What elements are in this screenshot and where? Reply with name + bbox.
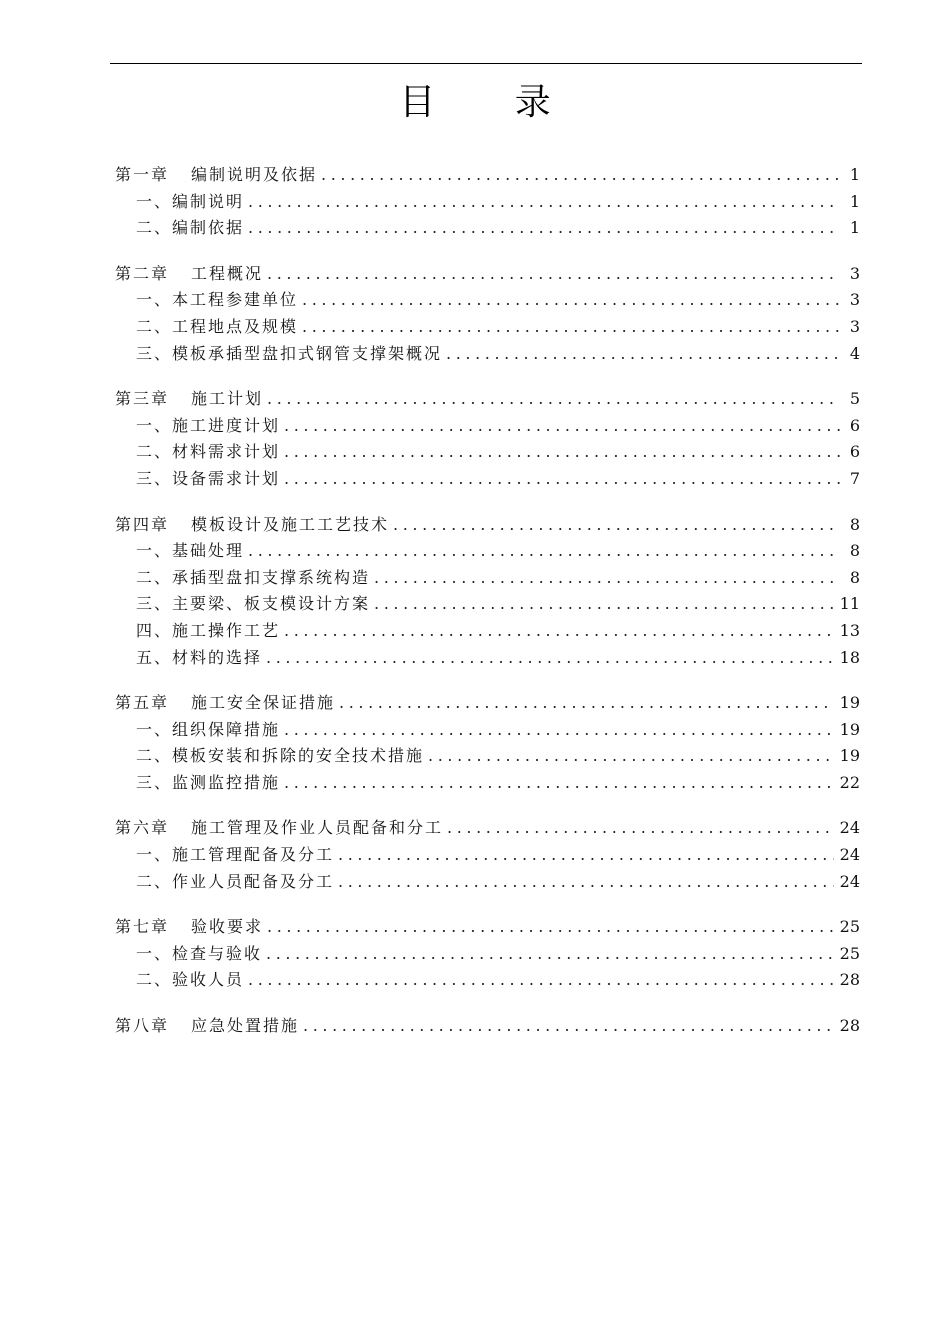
section-label: 二、工程地点及规模 [136,316,299,336]
toc-section-entry[interactable] [115,770,860,797]
toc-section-entry[interactable] [115,717,860,744]
page-number: 24 [839,818,860,838]
page-number: 28 [839,970,860,990]
section-label: 一、组织保障措施 [136,719,281,739]
chapter-title: 工程概况 [191,263,264,283]
dot-leader [302,287,840,314]
chapter-number: 第二章 [115,263,170,283]
page-number: 11 [839,594,860,614]
page-number: 24 [839,871,860,891]
chapter-title: 施工管理及作业人员配备和分工 [191,818,444,838]
page-number: 4 [849,343,860,363]
section-label: 三、主要梁、板支模设计方案 [136,594,371,614]
section-label: 五、材料的选择 [136,647,263,667]
toc-section-entry[interactable] [115,314,860,341]
toc-chapter-entry[interactable] [115,512,860,539]
toc-section-entry[interactable] [115,413,860,440]
toc-section-entry[interactable] [115,645,860,672]
toc-section-entry[interactable] [115,538,860,565]
dot-leader [393,512,840,539]
chapter-number: 第六章 [115,818,170,838]
dot-leader [284,618,834,645]
chapter-label [115,815,443,842]
page-number: 8 [849,514,860,534]
section-label: 四、施工操作工艺 [136,620,281,640]
toc-section-entry[interactable] [115,341,860,368]
section-label: 一、检查与验收 [136,943,263,963]
chapter-label [115,386,263,413]
chapter-title: 施工安全保证措施 [191,693,336,713]
dot-leader [284,413,840,440]
page-number: 3 [849,290,860,310]
chapter-label [115,690,335,717]
chapter-number: 第三章 [115,389,170,409]
toc-chapter-entry[interactable] [115,690,860,717]
page-number: 6 [849,442,860,462]
chapter-title: 模板设计及施工工艺技术 [191,514,390,534]
dot-leader [321,162,840,189]
section-label: 二、作业人员配备及分工 [136,871,335,891]
page-title: 目 录 [399,82,585,123]
table-of-contents [115,162,860,1040]
toc-section-entry[interactable] [115,743,860,770]
dot-leader [267,914,834,941]
chapter-label [115,162,317,189]
toc-section-entry[interactable] [115,967,860,994]
chapter-number: 第七章 [115,917,170,937]
page-number: 18 [839,647,860,667]
chapter-title: 编制说明及依据 [191,165,318,184]
toc-chapter-entry[interactable] [115,914,860,941]
page-number: 19 [839,719,860,739]
toc-section-entry[interactable] [115,618,860,645]
dot-leader [284,439,840,466]
dot-leader [248,215,840,242]
page-number: 13 [839,620,860,640]
dot-leader [248,967,834,994]
page-number: 5 [849,389,860,409]
dot-leader [302,314,840,341]
header-rule [110,63,862,64]
toc-section-entry[interactable] [115,287,860,314]
chapter-title: 应急处置措施 [191,1016,300,1036]
chapter-label [115,261,263,288]
section-label: 一、施工进度计划 [136,415,281,435]
section-label: 一、施工管理配备及分工 [136,845,335,865]
section-label: 一、基础处理 [136,541,245,561]
dot-leader [428,743,834,770]
chapter-title: 施工计划 [191,389,264,409]
toc-section-entry[interactable] [115,565,860,592]
dot-leader [338,842,834,869]
section-label: 一、编制说明 [136,191,245,211]
page-number: 1 [849,165,860,184]
dot-leader [284,466,840,493]
chapter-number: 第四章 [115,514,170,534]
toc-chapter-entry[interactable] [115,1013,860,1040]
toc-section-entry[interactable] [115,941,860,968]
page-number: 6 [849,415,860,435]
page-number: 19 [839,746,860,766]
page-number: 1 [849,191,860,211]
chapter-label [115,1013,299,1040]
chapter-title: 验收要求 [191,917,264,937]
page-number: 28 [839,1016,860,1036]
toc-section-entry[interactable] [115,869,860,896]
page-number: 25 [839,943,860,963]
page-number: 25 [839,917,860,937]
page-number: 7 [849,468,860,488]
dot-leader [248,189,840,216]
toc-section-entry[interactable] [115,591,860,618]
dot-leader [266,941,834,968]
dot-leader [266,645,834,672]
toc-section-entry[interactable] [115,215,860,242]
page-number: 1 [849,218,860,238]
section-label: 二、材料需求计划 [136,442,281,462]
chapter-number: 第一章 [115,165,170,184]
section-label: 三、设备需求计划 [136,468,281,488]
dot-leader [303,1013,834,1040]
dot-leader [446,341,840,368]
section-label: 一、本工程参建单位 [136,290,299,310]
page-number: 3 [849,263,860,283]
page-number: 8 [849,567,860,587]
chapter-number: 第八章 [115,1016,170,1036]
page-number: 24 [839,845,860,865]
toc-section-entry[interactable] [115,189,860,216]
dot-leader [267,386,840,413]
page-number: 8 [849,541,860,561]
dot-leader [284,717,834,744]
section-label: 二、模板安装和拆除的安全技术措施 [136,746,425,766]
section-label: 二、编制依据 [136,218,245,238]
dot-leader [248,538,840,565]
toc-chapter-entry[interactable] [115,386,860,413]
toc-chapter-entry[interactable] [115,261,860,288]
chapter-label [115,914,263,941]
dot-leader [374,591,834,618]
toc-chapter-entry[interactable] [115,815,860,842]
dot-leader [447,815,834,842]
toc-section-entry[interactable] [115,439,860,466]
toc-section-entry[interactable] [115,466,860,493]
chapter-label [115,512,389,539]
section-label: 三、监测监控措施 [136,772,281,792]
toc-chapter-entry[interactable] [115,162,860,189]
dot-leader [374,565,840,592]
dot-leader [339,690,834,717]
section-label: 三、模板承插型盘扣式钢管支撑架概况 [136,343,443,363]
chapter-number: 第五章 [115,693,170,713]
dot-leader [267,261,840,288]
page-number: 19 [839,693,860,713]
page-number: 22 [839,772,860,792]
section-label: 二、承插型盘扣支撑系统构造 [136,567,371,587]
toc-section-entry[interactable] [115,842,860,869]
dot-leader [284,770,834,797]
section-label: 二、验收人员 [136,970,245,990]
dot-leader [338,869,834,896]
page-number: 3 [849,316,860,336]
